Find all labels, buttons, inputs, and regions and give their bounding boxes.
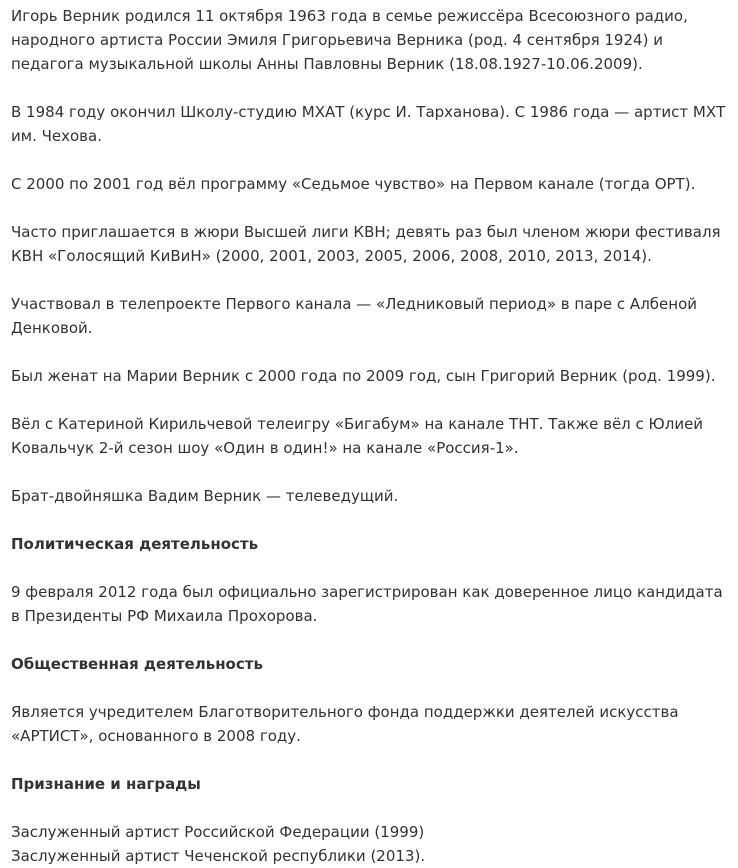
- awards-heading: Признание и награды: [11, 775, 201, 793]
- bio-paragraph-birth: Игорь Верник родился 11 октября 1963 года в семье режиссёра Всесоюзного радио, народного артиста России Эмиля Григорьевича Верника (род. 4 сентября 1924) и педагога музыкальной школы Анны Павловны Верник (18.08.1927-10.06.2009).: [11, 7, 688, 73]
- award-item: Заслуженный артист Чеченской республики (2013).: [11, 847, 426, 865]
- bio-paragraph-education: В 1984 году окончил Школу-студию МХАТ (курс И. Тарханова). С 1986 года — артист МХТ им. Чехова.: [11, 103, 726, 145]
- bio-paragraph-family: Был женат на Марии Верник с 2000 года по 2009 год, сын Григорий Верник (род. 1999).: [11, 367, 716, 385]
- awards-list: [11, 820, 728, 868]
- political-paragraph: 9 февраля 2012 года был официально зарегистрирован как доверенное лицо кандидата в Президенты РФ Михаила Прохорова.: [11, 583, 723, 625]
- award-item: Заслуженный артист Российской Федерации (1999): [11, 823, 425, 841]
- public-heading: Общественная деятельность: [11, 655, 263, 673]
- bio-paragraph-brother: Брат-двойняшка Вадим Верник — телеведущий.: [11, 487, 399, 505]
- bio-paragraph-kvn: Часто приглашается в жюри Высшей лиги КВН; девять раз был членом жюри фестиваля КВН «Голосящий КиВиН» (2000, 2001, 2003, 2005, 2006, 2008, 2010, 2013, 2014).: [11, 223, 721, 265]
- bio-paragraph-ice-age: Участвовал в телепроекте Первого канала — «Ледниковый период» в паре с Албеной Денковой.: [11, 295, 697, 337]
- bio-paragraph-tv-shows: Вёл с Катериной Кирильчевой телеигру «Бигабум» на канале ТНТ. Также вёл с Юлией Ковальчук 2-й сезон шоу «Один в один!» на канале «Россия-1».: [11, 415, 704, 457]
- public-paragraph: Является учредителем Благотворительного фонда поддержки деятелей искусства «АРТИСТ», основанного в 2008 году.: [11, 703, 679, 745]
- political-heading: Политическая деятельность: [11, 535, 259, 553]
- bio-paragraph-seventh-sense: С 2000 по 2001 год вёл программу «Седьмое чувство» на Первом канале (тогда ОРТ).: [11, 175, 696, 193]
